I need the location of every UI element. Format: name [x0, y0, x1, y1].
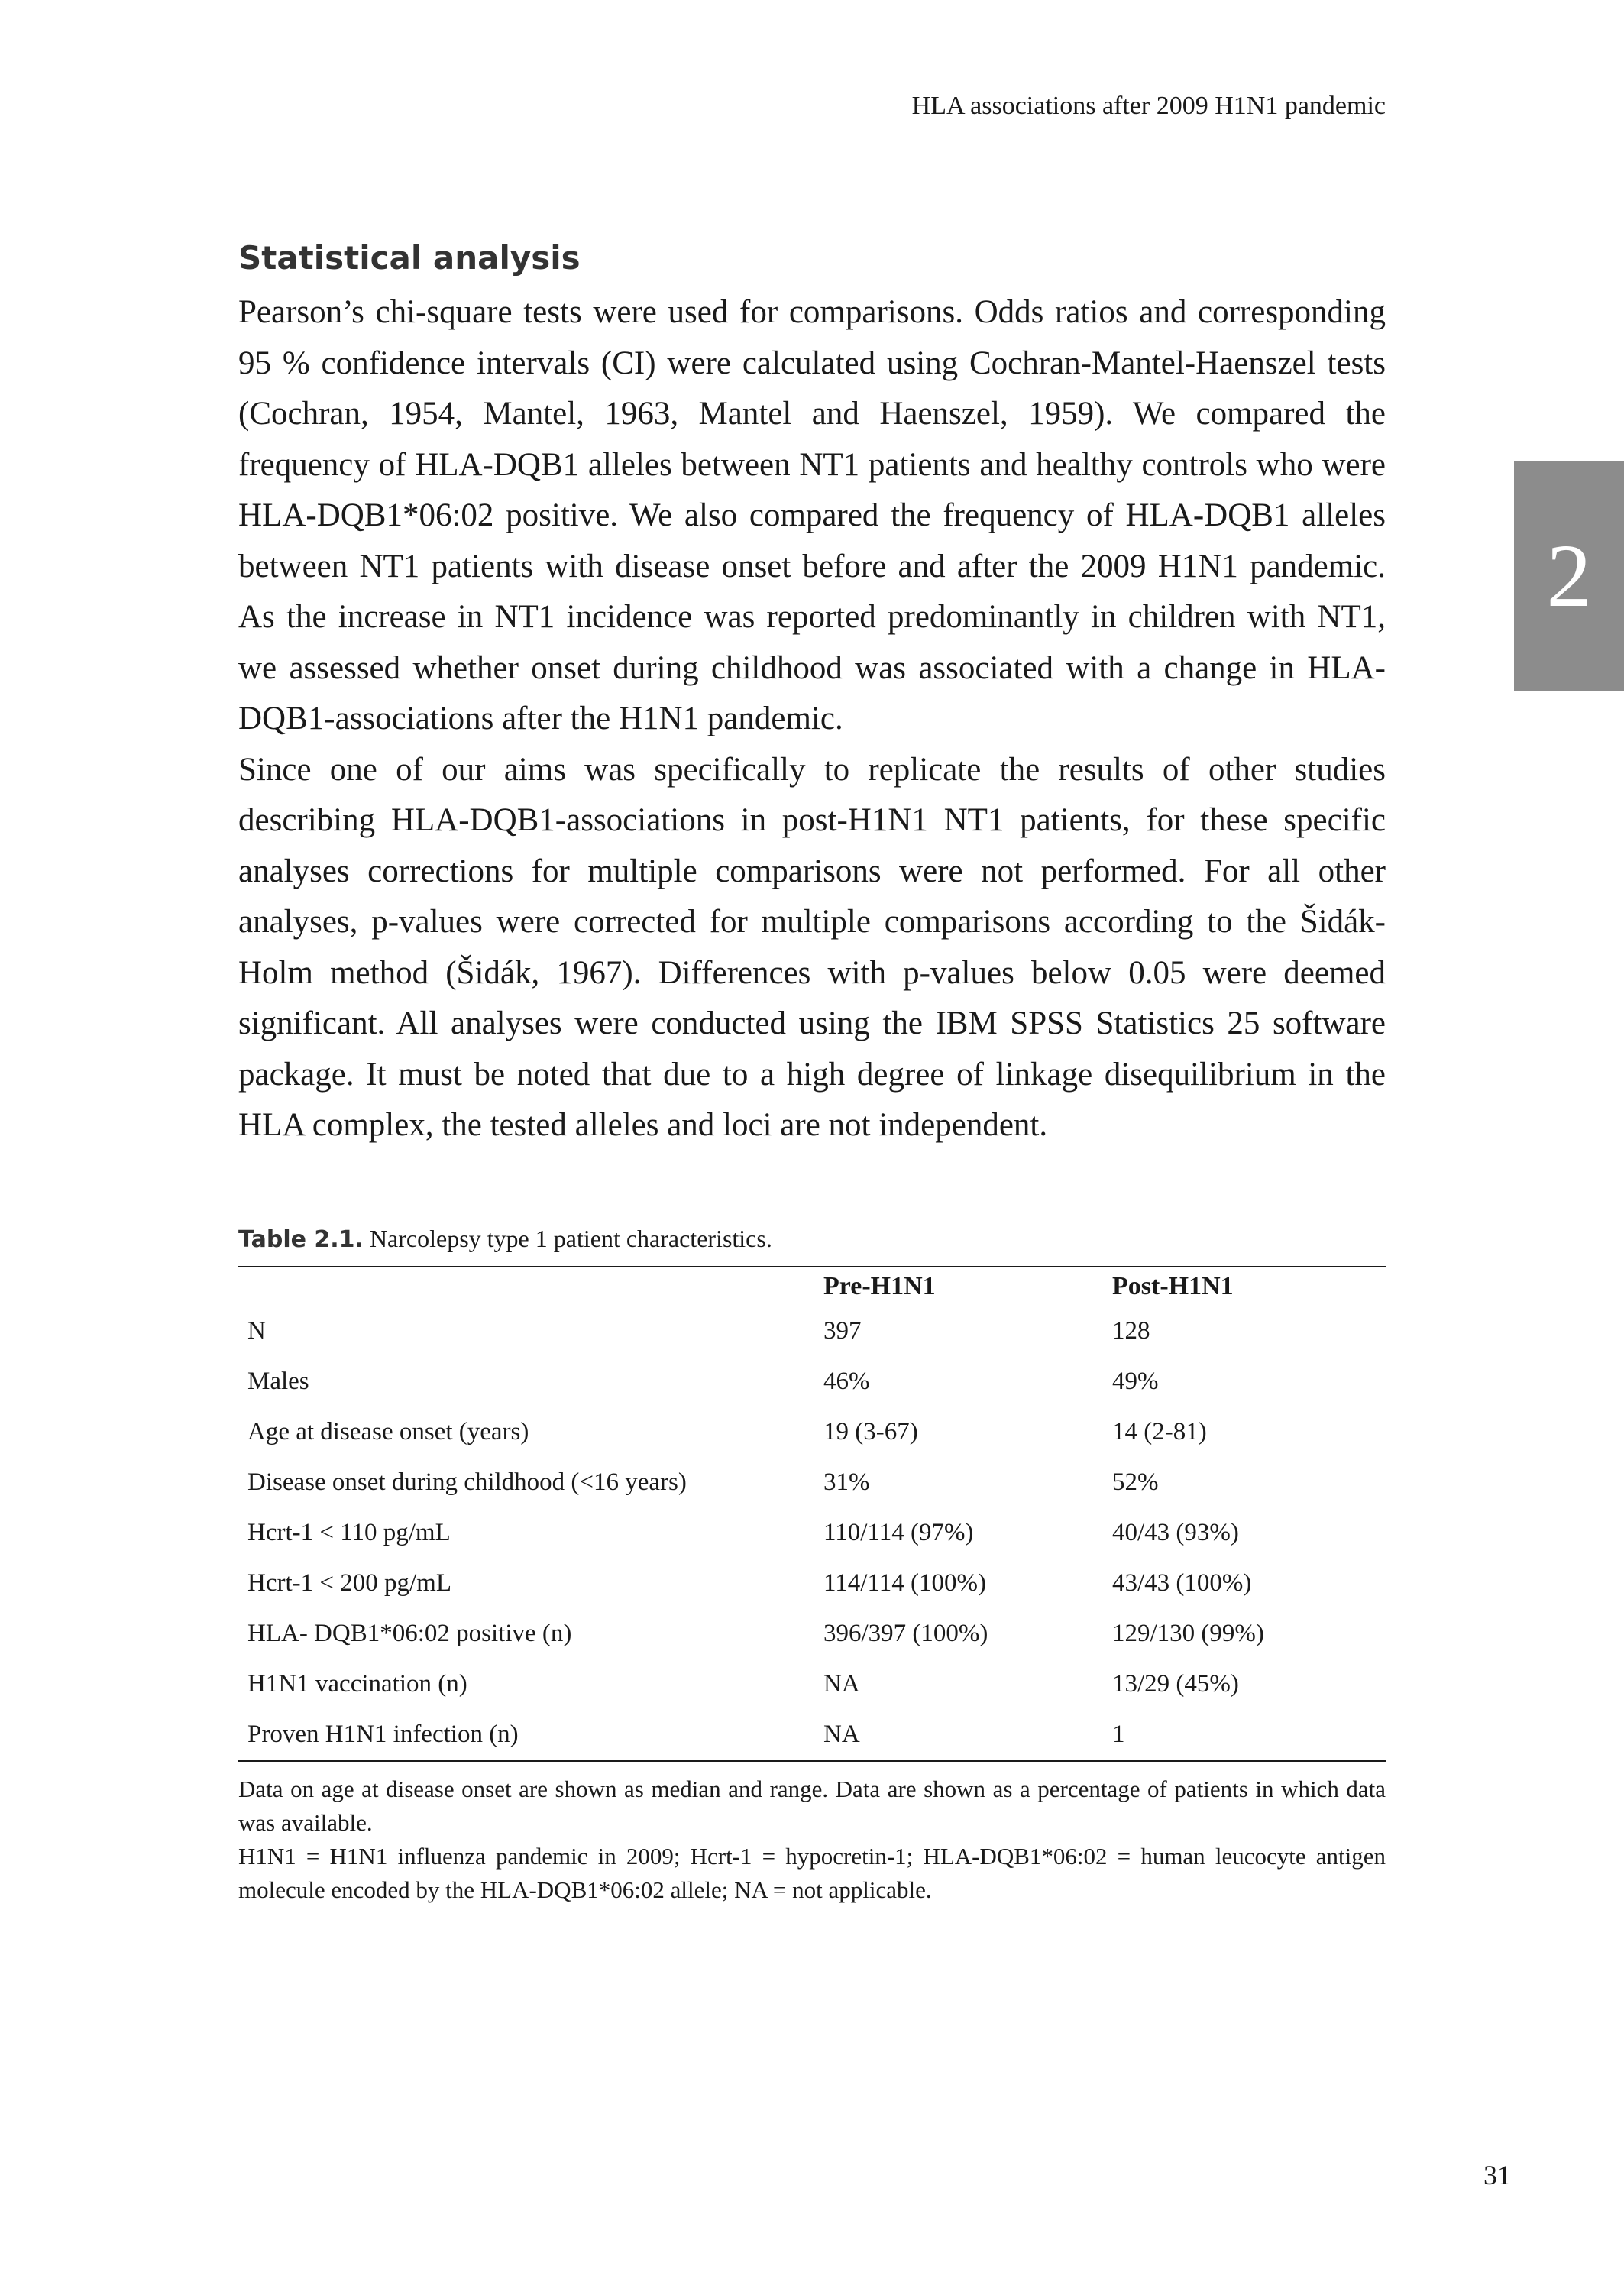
table-cell: 396/397 (100%): [823, 1620, 988, 1647]
table-cell: Hcrt-1 < 200 pg/mL: [247, 1569, 451, 1597]
table-cell: Males: [247, 1368, 309, 1395]
table-cell: 129/130 (99%): [1112, 1620, 1264, 1647]
table-cell: NA: [823, 1670, 860, 1698]
table-cell: Proven H1N1 infection (n): [247, 1721, 519, 1748]
table-header-cell: [238, 1267, 823, 1306]
table-caption-text: Narcolepsy type 1 patient characteristics.: [369, 1224, 772, 1252]
table-row: [238, 1659, 1386, 1710]
table-cell: 46%: [823, 1368, 870, 1395]
table-header-cell: Pre-H1N1: [823, 1267, 1112, 1306]
table-cell: Age at disease onset (years): [247, 1418, 529, 1445]
table-notes: [238, 1772, 1386, 1907]
chapter-tab: 2: [1514, 461, 1624, 691]
body-paragraph-1: Pearson’s chi-square tests were used for comparisons. Odds ratios and corresponding 95 % confidence intervals (CI) were calculated using Cochran-Mantel-Haenszel tests (Cochran, 1954, Mantel, 1963, Mantel and Haenszel, 1959). We compared the frequency of HLA-DQB1 alleles between NT1 patients and healthy controls who were HLA-DQB1*06:02 positive. We also compared the frequency of HLA-DQB1 alleles between NT1 patients with disease onset before and after the 2009 H1N1 pandemic. As the increase in NT1 incidence was reported predominantly in children with NT1, we assessed whether onset during childhood was associated with a change in HLA-DQB1-associations after the H1N1 pandemic.: [238, 294, 1386, 736]
table-caption-label: Table 2.1.: [238, 1225, 364, 1253]
table-row: [238, 1710, 1386, 1761]
page-content: [238, 237, 1386, 1907]
table-row: [238, 1559, 1386, 1609]
table-cell: Hcrt-1 < 110 pg/mL: [247, 1519, 451, 1546]
table-cell: H1N1 vaccination (n): [247, 1670, 467, 1698]
table-row: [238, 1407, 1386, 1458]
patient-characteristics-table: [238, 1266, 1386, 1762]
table-row: [238, 1306, 1386, 1357]
table-header-cell: Post-H1N1: [1112, 1267, 1386, 1306]
table-cell: 110/114 (97%): [823, 1519, 974, 1546]
body-paragraph-2: Since one of our aims was specifically to replicate the results of other studies describing HLA-DQB1-associations in post-H1N1 NT1 patients, for these specific analyses corrections for multiple comparisons were not performed. For all other analyses, p-values were corrected for multiple comparisons according to the Šidák-Holm method (Šidák, 1967). Differences with p-values below 0.05 were deemed significant. All analyses were conducted using the IBM SPSS Statistics 25 software package. It must be noted that due to a high degree of linkage disequilibrium in the HLA complex, the tested alleles and loci are not independent.: [238, 751, 1386, 1143]
table-cell: 397: [823, 1317, 862, 1345]
table-cell: NA: [823, 1721, 860, 1748]
table-row: [238, 1357, 1386, 1407]
table-cell: 43/43 (100%): [1112, 1569, 1252, 1597]
table-header-row: [238, 1267, 1386, 1306]
table-cell: 128: [1112, 1317, 1150, 1345]
table-cell: 1: [1112, 1721, 1125, 1748]
page-number: 31: [1483, 2160, 1511, 2190]
table-cell: 52%: [1112, 1468, 1159, 1496]
table-cell: HLA- DQB1*06:02 positive (n): [247, 1620, 572, 1647]
table-cell: 13/29 (45%): [1112, 1670, 1239, 1698]
table-cell: 31%: [823, 1468, 870, 1496]
table-cell: N: [247, 1317, 266, 1345]
table-cell: 19 (3-67): [823, 1418, 918, 1445]
running-header: HLA associations after 2009 H1N1 pandemic: [911, 92, 1386, 120]
table-caption: [238, 1222, 1386, 1257]
table-cell: 40/43 (93%): [1112, 1519, 1239, 1546]
table-cell: 49%: [1112, 1368, 1159, 1395]
table-note-2: H1N1 = H1N1 influenza pandemic in 2009; Hcrt-1 = hypocretin-1; HLA-DQB1*06:02 = human leucocyte antigen molecule encoded by the HLA-DQB1*06:02 allele; NA = not applicable.: [238, 1842, 1386, 1903]
table-cell: 114/114 (100%): [823, 1569, 986, 1597]
table-row: [238, 1508, 1386, 1559]
section-heading: Statistical analysis: [238, 239, 581, 277]
table-note-1: Data on age at disease onset are shown as median and range. Data are shown as a percentage of patients in which data was available.: [238, 1775, 1386, 1836]
table-row: [238, 1609, 1386, 1659]
table-cell: Disease onset during childhood (<16 years): [247, 1468, 687, 1496]
table-row: [238, 1458, 1386, 1508]
table-cell: 14 (2-81): [1112, 1418, 1207, 1445]
